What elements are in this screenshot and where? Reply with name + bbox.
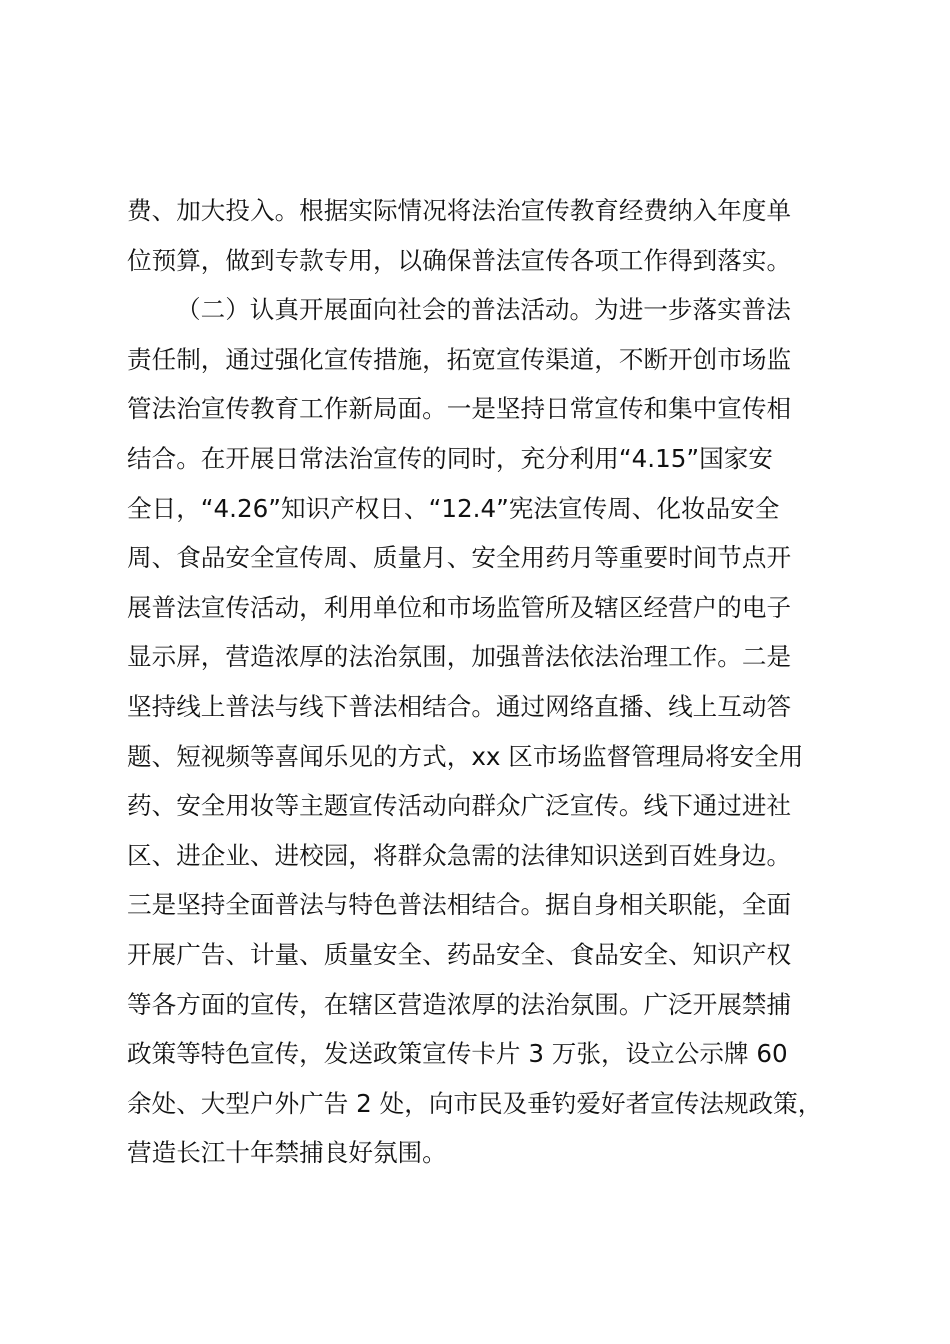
document-body bbox=[127, 186, 837, 1178]
text-line: 周、食品安全宣传周、质量月、安全用药月等重要时间节点开 bbox=[127, 543, 792, 573]
paragraph-heading-line: （二）认真开展面向社会的普法活动。为进一步落实普法 bbox=[176, 295, 791, 325]
text-line: 营造长江十年禁捕良好氛围。 bbox=[127, 1138, 447, 1168]
text-line: 管法治宣传教育工作新局面。一是坚持日常宣传和集中宣传相 bbox=[127, 394, 792, 424]
text-line: 显示屏，营造浓厚的法治氛围，加强普法依法治理工作。二是 bbox=[127, 642, 792, 672]
text-line: 全日，“4.26”知识产权日、“12.4”宪法宣传周、化妆品安全 bbox=[127, 493, 780, 523]
text-line: 费、加大投入。根据实际情况将法治宣传教育经费纳入年度单 bbox=[127, 196, 792, 225]
text-line: 区、进企业、进校园，将群众急需的法律知识送到百姓身边。 bbox=[127, 840, 792, 870]
text-line: 题、短视频等喜闻乐见的方式，xx 区市场监督管理局将安全用 bbox=[127, 741, 804, 771]
text-line: 开展广告、计量、质量安全、药品安全、食品安全、知识产权 bbox=[127, 939, 792, 969]
text-line: 展普法宣传活动，利用单位和市场监管所及辖区经营户的电子 bbox=[127, 592, 792, 622]
text-line: 结合。在开展日常法治宣传的同时，充分利用“4.15”国家安 bbox=[127, 443, 773, 473]
text-line: 余处、大型户外广告 2 处，向市民及垂钓爱好者宣传法规政策， bbox=[127, 1088, 823, 1118]
text-line: 药、安全用妆等主题宣传活动向群众广泛宣传。线下通过进社 bbox=[127, 791, 792, 821]
text-line: 责任制，通过强化宣传措施，拓宽宣传渠道，不断开创市场监 bbox=[127, 344, 792, 374]
text-line: 位预算，做到专款专用，以确保普法宣传各项工作得到落实。 bbox=[127, 245, 792, 275]
text-line: 政策等特色宣传，发送政策宣传卡片 3 万张，设立公示牌 60 bbox=[127, 1039, 788, 1069]
text-line: 等各方面的宣传，在辖区营造浓厚的法治氛围。广泛开展禁捕 bbox=[127, 989, 792, 1019]
text-line: 坚持线上普法与线下普法相结合。通过网络直播、线上互动答 bbox=[127, 691, 792, 721]
text-line: 三是坚持全面普法与特色普法相结合。据自身相关职能，全面 bbox=[127, 890, 792, 920]
